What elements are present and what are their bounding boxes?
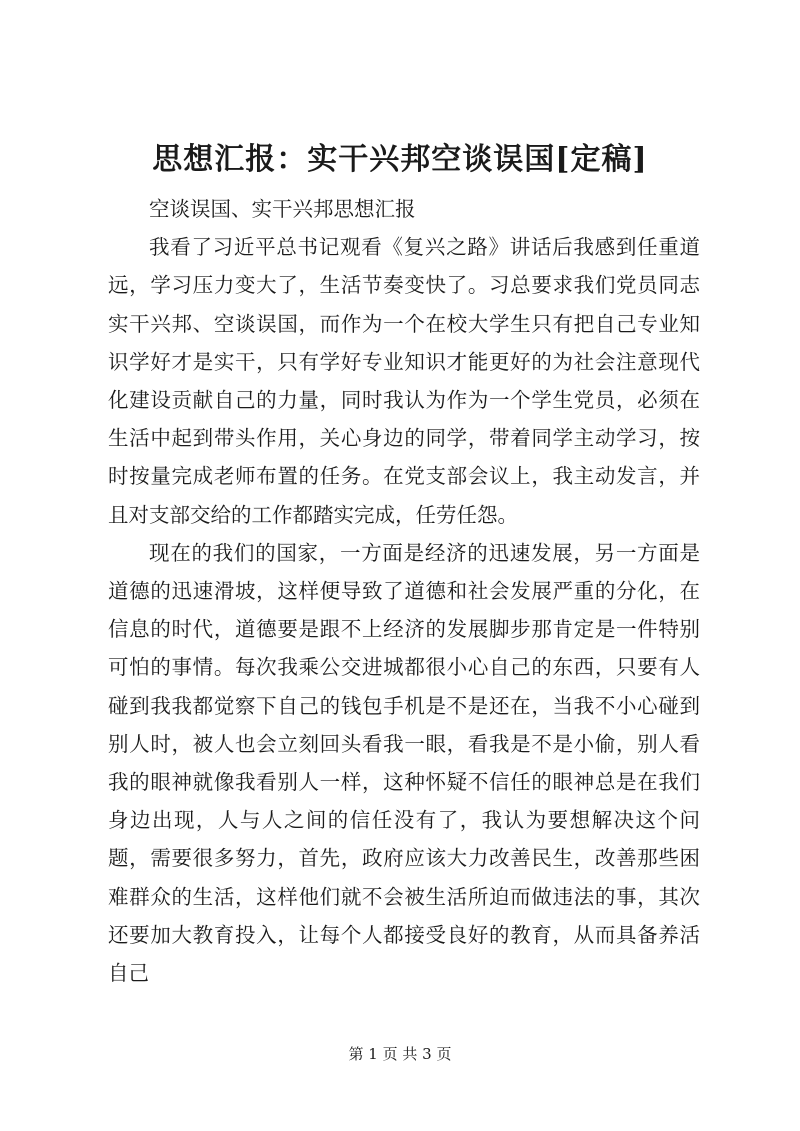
paragraph-1: 我看了习近平总书记观看《复兴之路》讲话后我感到任重道远，学习压力变大了，生活节奏变快了。习总要求我们党员同志实干兴邦、空谈误国，而作为一个在校大学生只有把自己专业知识学好才是实干，只有学好专业知识才能更好的为社会注意现代化建设贡献自己的力量，同时我认为作为一个学生党员，必须在生活中起到带头作用，关心身边的同学，带着同学主动学习，按时按量完成老师布置的任务。在党支部会议上，我主动发言，并且对支部交给的工作都踏实完成，任劳任怨。: [108, 235, 700, 527]
paragraph-2: 现在的我们的国家，一方面是经济的迅速发展，另一方面是道德的迅速滑坡，这样便导致了道德和社会发展严重的分化，在信息的时代，道德要是跟不上经济的发展脚步那肯定是一件特别可怕的事情。每次我乘公交进城都很小心自己的东西，只要有人碰到我我都觉察下自己的钱包手机是不是还在，当我不小心碰到别人时，被人也会立刻回头看我一眼，看我是不是小偷，别人看我的眼神就像我看别人一样，这种怀疑不信任的眼神总是在我们身边出现，人与人之间的信任没有了，我认为要想解决这个问题，需要很多努力，首先，政府应该大力改善民生，改善那些困难群众的生活，这样他们就不会被生活所迫而做违法的事，其次还要加大教育投入，让每个人都接受良好的教育，从而具备养活自己: [108, 540, 700, 986]
paragraph-subtitle: 空谈误国、实干兴邦思想汇报: [149, 197, 416, 221]
document-body: [108, 190, 700, 992]
page-footer: 第 1 页 共 3 页: [348, 1045, 452, 1063]
document-title: 思想汇报：实干兴邦空谈误国[定稿]: [152, 142, 648, 177]
